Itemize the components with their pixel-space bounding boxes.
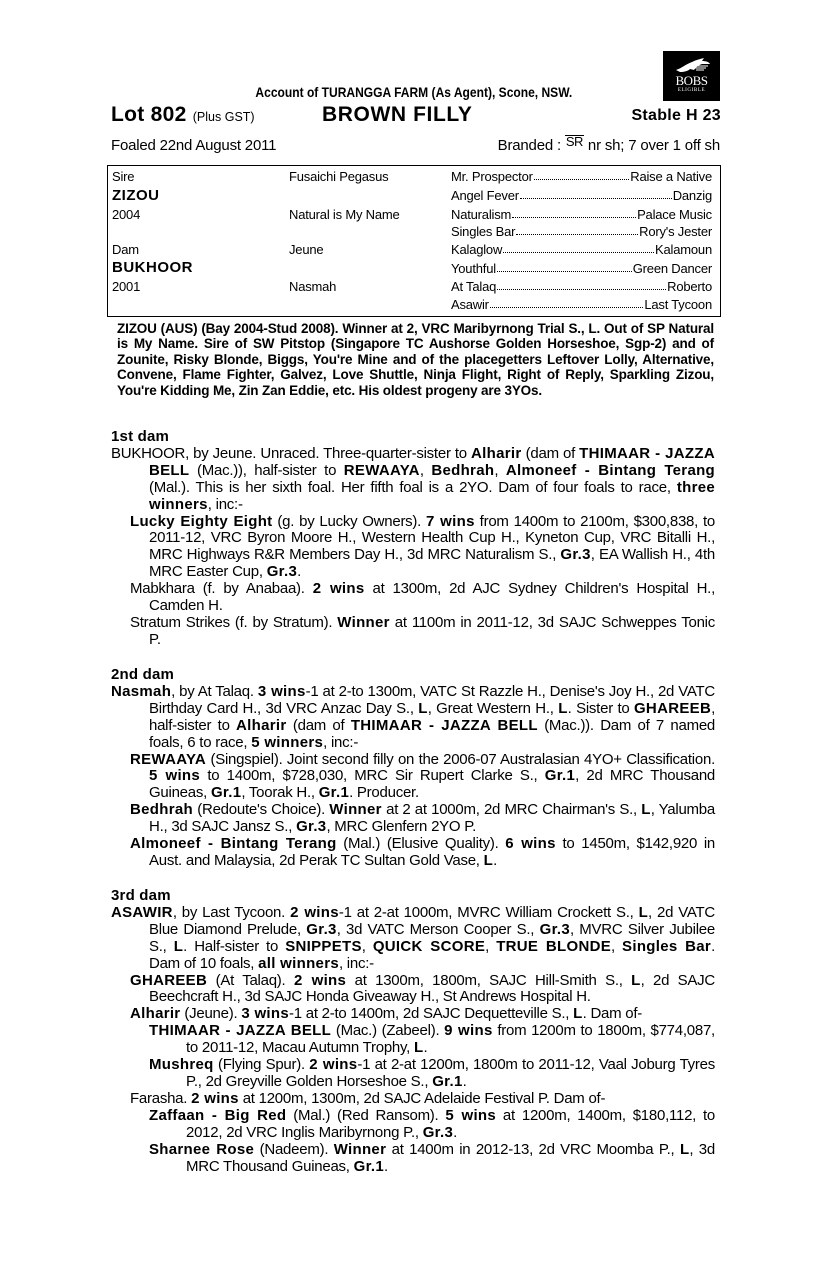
leader-dots bbox=[490, 297, 644, 308]
lot-number bbox=[111, 103, 255, 127]
sire-dam: Natural is My Name bbox=[289, 207, 400, 222]
section-heading: 2nd dam bbox=[111, 666, 175, 683]
progeny-entry: Lucky Eighty Eight (g. by Lucky Owners). 7 wins from 1400m to 2100m, $300,838, to 2011-12, VRC Byron Moore H., Western Health Cup H., Kyneton Cup, VRC Bitalli H., MRC Highways R&R Members Day H., 3d MRC Naturalism S., Gr.3, EA Wallish H., 4th MRC Easter Cup, Gr.3. bbox=[130, 512, 715, 581]
ancestor-sire: Roberto bbox=[667, 279, 712, 294]
progeny-entry: Sharnee Rose (Nadeem). Winner at 1400m in 2012-13, 2d VRC Moomba P., L, 3d MRC Thousand Guineas, Gr.1. bbox=[149, 1140, 715, 1175]
sire-label: Sire bbox=[112, 169, 135, 184]
dam-paragraph: Nasmah, by At Talaq. 3 wins-1 at 2-to 1300m, VATC St Razzle H., Denise's Joy H., 2d VATC Birthday Card H., 3d VRC Anzac Day S., L, Great Western H., L. Sister to GHAREEB, half-sister to Alharir (dam of THIMAAR - JAZZA BELL (Mac.)). Dam of 7 named foals, 6 to race, 5 winners, inc:- bbox=[111, 682, 716, 751]
ancestor-name: Mr. Prospector bbox=[451, 169, 533, 184]
ancestor-sire: Danzig bbox=[672, 188, 712, 203]
leader-dots bbox=[512, 207, 636, 218]
ancestor-sire: Last Tycoon bbox=[644, 297, 712, 312]
ancestor-row bbox=[451, 261, 712, 276]
section-2nd-dam bbox=[111, 667, 715, 870]
account-line: Account of TURANGGA FARM (As Agent), Scone, NSW. bbox=[255, 84, 573, 100]
ancestor-row bbox=[451, 169, 712, 184]
dam-year: 2001 bbox=[112, 279, 141, 294]
leader-dots bbox=[497, 261, 632, 272]
logo-sub-text: ELIGIBLE bbox=[677, 88, 706, 93]
ancestor-row bbox=[451, 224, 712, 239]
stable-number: Stable H 23 bbox=[631, 107, 721, 124]
lot-header bbox=[111, 103, 721, 129]
ancestor-name: Asawir bbox=[451, 297, 489, 312]
dam-name: BUKHOOR bbox=[112, 259, 193, 276]
sire-sire: Fusaichi Pegasus bbox=[289, 169, 389, 184]
ancestor-sire: Green Dancer bbox=[632, 261, 712, 276]
dam-label: Dam bbox=[112, 242, 139, 257]
dam-sire: Jeune bbox=[289, 242, 324, 257]
branded-info bbox=[497, 134, 720, 154]
progeny-entry: THIMAAR - JAZZA BELL (Mac.) (Zabeel). 9 wins from 1200m to 1800m, $774,087, to 2011-12, Macau Autumn Trophy, L. bbox=[149, 1022, 715, 1057]
section-heading: 3rd dam bbox=[111, 887, 171, 904]
leader-dots bbox=[516, 224, 638, 235]
sire-name: ZIZOU bbox=[112, 187, 160, 204]
ancestor-row bbox=[451, 207, 712, 222]
progeny-entry: REWAAYA (Singspiel). Joint second filly on the 2006-07 Australasian 4YO+ Classification. 5 wins to 1400m, $728,030, MRC Sir Rupert Clarke S., Gr.1, 2d MRC Thousand Guineas, Gr.1, Toorak H., Gr.1. Producer. bbox=[130, 750, 716, 802]
ancestor-name: Kalaglow bbox=[451, 242, 503, 257]
lot-label: Lot 802 bbox=[111, 103, 187, 126]
ancestor-name: Youthful bbox=[451, 261, 496, 276]
progeny-entry: GHAREEB (At Talaq). 2 wins at 1300m, 1800m, SAJC Hill-Smith S., L, 2d SAJC Beechcraft H., 3d SAJC Honda Giveaway H., St Andrews Hospital H. bbox=[130, 971, 716, 1006]
pedigree-table bbox=[107, 165, 721, 317]
progeny-entry: Stratum Strikes (f. by Stratum). Winner at 1100m in 2011-12, 3d SAJC Schweppes Tonic P. bbox=[130, 613, 716, 648]
section-1st-dam bbox=[111, 429, 715, 649]
dam-dam: Nasmah bbox=[289, 279, 337, 294]
logo-main-text: BOBS bbox=[675, 73, 708, 88]
progeny-entry: Bedhrah (Redoute's Choice). Winner at 2 at 1000m, 2d MRC Chairman's S., L, Yalumba H., 3d SAJC Jansz S., Gr.3, MRC Glenfern 2YO P. bbox=[130, 801, 715, 836]
section-3rd-dam bbox=[111, 888, 715, 1175]
progeny-entry: Farasha. 2 wins at 1200m, 1300m, 2d SAJC Adelaide Festival P. Dam of- bbox=[130, 1089, 606, 1107]
ancestor-sire: Rory's Jester bbox=[639, 224, 712, 239]
ancestor-name: Angel Fever bbox=[451, 188, 519, 203]
horse-head-icon bbox=[672, 56, 712, 74]
ancestor-sire: Raise a Native bbox=[630, 169, 712, 184]
leader-dots bbox=[534, 169, 630, 180]
progeny-entry: Zaffaan - Big Red (Mal.) (Red Ransom). 5 wins at 1200m, 1400m, $180,112, to 2012, 2d VRC Inglis Maribyrnong P., Gr.3. bbox=[149, 1106, 715, 1141]
dam-paragraph: ASAWIR, by Last Tycoon. 2 wins-1 at 2-at 1000m, MVRC William Crockett S., L, 2d VATC Blue Diamond Prelude, Gr.3, 3d VATC Merson Cooper S., Gr.3, MVRC Silver Jubilee S., L. Half-sister to SNIPPETS, QUICK SCORE, TRUE BLONDE, Singles Bar. Dam of 10 foals, all winners, inc:- bbox=[111, 903, 716, 972]
leader-dots bbox=[497, 279, 666, 290]
progeny-entry: Alharir (Jeune). 3 wins-1 at 2-to 1400m, 2d SAJC Dequetteville S., L. Dam of- bbox=[130, 1005, 643, 1023]
progeny-entry: Mabkhara (f. by Anabaa). 2 wins at 1300m, 2d AJC Sydney Children's Hospital H., Camden H. bbox=[130, 580, 715, 615]
section-heading: 1st dam bbox=[111, 428, 170, 445]
sire-summary: ZIZOU (AUS) (Bay 2004-Stud 2008). Winner at 2, VRC Maribyrnong Trial S., L. Out of SP Natural is My Name. Sire of SW Pitstop (Singapore TC Aushorse Golden Horseshoe, Sgp-2) and of Zounite, Risky Blonde, Biggs, You're Mine and of the placegetters Leftover Lolly, Alternative, Convene, Flame Fighter, Galvez, Love Shuttle, Ninja Flight, Right of Reply, Sparkling Zizou, You're Kidding Me, Zin Zan Eddie, etc. His oldest progeny are 3YOs. bbox=[117, 321, 714, 398]
brand-mark: SR bbox=[565, 134, 583, 149]
ancestor-name: Naturalism bbox=[451, 207, 512, 222]
lot-gst-note: (Plus GST) bbox=[192, 110, 255, 124]
ancestor-sire: Palace Music bbox=[637, 207, 712, 222]
progeny-entry: Almoneef - Bintang Terang (Mal.) (Elusive Quality). 6 wins to 1450m, $142,920 in Aust. and Malaysia, 2d Perak TC Sultan Gold Vase, L. bbox=[130, 835, 716, 869]
leader-dots bbox=[520, 188, 672, 199]
ancestor-row bbox=[451, 279, 712, 294]
ancestor-name: Singles Bar bbox=[451, 224, 516, 239]
ancestor-name: At Talaq bbox=[451, 279, 497, 294]
progeny-entry: Mushreq (Flying Spur). 2 wins-1 at 2-at 1200m, 1800m to 2011-12, Vaal Joburg Tyres P., 2d Greyville Golden Horseshoe S., Gr.1. bbox=[149, 1056, 715, 1090]
leader-dots bbox=[503, 242, 654, 253]
ancestor-row bbox=[451, 188, 712, 203]
foaled-date: Foaled 22nd August 2011 bbox=[111, 137, 277, 154]
branded-detail: nr sh; 7 over 1 off sh bbox=[587, 137, 720, 154]
horse-title: BROWN FILLY bbox=[322, 103, 473, 126]
dam-paragraph: BUKHOOR, by Jeune. Unraced. Three-quarter-sister to Alharir (dam of THIMAAR - JAZZA BELL (Mac.)), half-sister to REWAAYA, Bedhrah, Almoneef - Bintang Terang (Mal.). This is her sixth foal. Her fifth foal is a 2YO. Dam of four foals to race, three winners, inc:- bbox=[111, 444, 716, 513]
ancestor-sire: Kalamoun bbox=[655, 242, 712, 257]
ancestor-row bbox=[451, 242, 712, 257]
ancestor-row bbox=[451, 297, 712, 312]
sire-year: 2004 bbox=[112, 207, 141, 222]
branded-label: Branded : bbox=[497, 137, 561, 154]
